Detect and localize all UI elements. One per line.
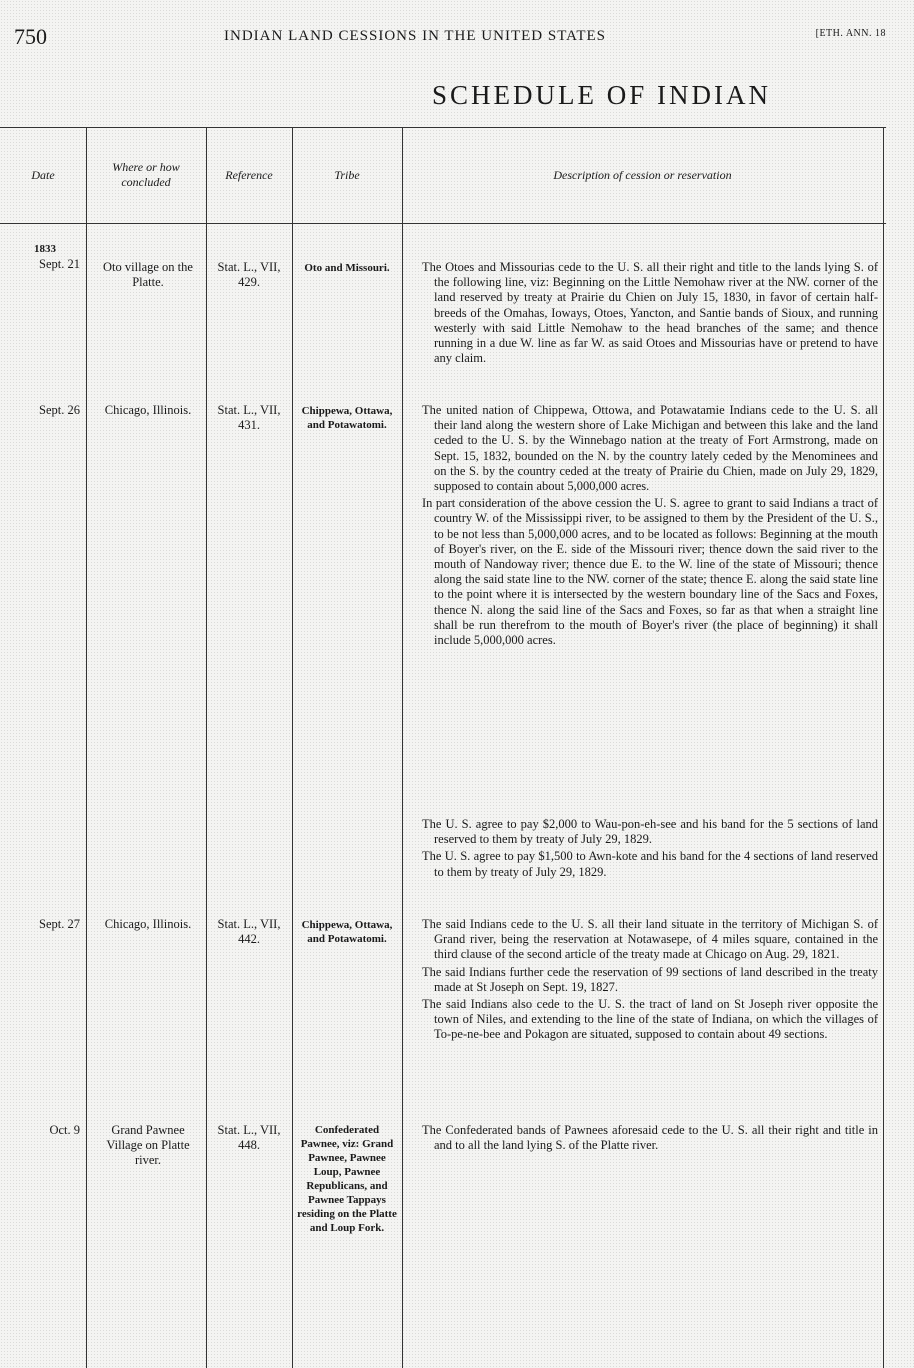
header-bottom-rule <box>0 223 886 224</box>
column-rule <box>206 127 207 1368</box>
table-row-date <box>10 242 80 272</box>
description-paragraph: In part consideration of the above cession the U. S. agree to grant to said Indians a tract of country W. of the Mississippi river, to be assigned to them by the President of the U. S., to be not less than 5,000,000 acres, and to be located as follows: Beginning at the mouth of Boyer's river, on the E. side of the Missouri river; thence down the said river to the mouth of Nandoway river; thence due E. to the W. line of the state of Missouri; thence along the said state line to the NW. corner of the state; thence E. along the said state line to the point where it is intersected by the western boundary line of the Sacs and Foxes, thence N. along the said line of the Sacs and Foxes, so far as that when a straight line shall be run therefrom to the mouth of Boyer's river (the place of beginning) it shall include 5,000,000 acres. <box>422 496 878 648</box>
row-description <box>422 403 878 650</box>
header-reference: Reference <box>225 167 273 182</box>
row-where: Chicago, Illinois. <box>104 403 192 417</box>
header-description: Description of cession or reservation <box>553 167 732 182</box>
row-date: Sept. 27 <box>39 917 80 931</box>
row-reference: Stat. L., VII, 442. <box>217 917 281 947</box>
running-title: INDIAN LAND CESSIONS IN THE UNITED STATES <box>224 28 607 44</box>
column-rule <box>402 127 403 1368</box>
description-paragraph: The said Indians further cede the reservation of 99 sections of land described in the treaty made at St Joseph on Sept. 19, 1827. <box>422 964 878 994</box>
row-where: Grand Pawnee Village on Platte river. <box>106 1123 190 1168</box>
row-where: Oto village on the Platte. <box>103 260 193 290</box>
header-where: Where or how concluded <box>112 160 180 189</box>
description-paragraph: The said Indians cede to the U. S. all their land situate in the territory of Michigan S. of Grand river, being the reservation at Notawasepe, of 4 miles square, contained in the third clause of the second article of the treaty made at Chicago on Aug. 29, 1821. <box>422 917 878 962</box>
row-description <box>422 917 878 1045</box>
description-paragraph: The Otoes and Missourias cede to the U. S. all their right and title to the lands lying S. of the following line, viz: Beginning on the Little Nemohaw river at the NW. corner of the land reserved by treaty at Prairie du Chien on July 15, 1830, in favor of certain half-breeds of the Omahas, Ioways, Otoes, Yancton, and Santie bands of Sioux, and running westerly with said Little Nemohaw to the head branches of the same; and thence running in a due W. line as far W. as said Otoes and Missourias have or pretend to have any claim. <box>422 260 878 366</box>
row-tribe: Oto and Missouri. <box>304 262 390 274</box>
description-paragraph: The U. S. agree to pay $2,000 to Wau-pon-eh-see and his band for the 5 sections of land reserved to them by treaty of July 29, 1829. <box>422 817 878 847</box>
description-paragraph: The Confederated bands of Pawnees aforesaid cede to the U. S. all their right and title in and to all the land lying S. of the Platte river. <box>422 1123 878 1153</box>
row-where: Chicago, Illinois. <box>104 917 192 931</box>
description-paragraph: The U. S. agree to pay $1,500 to Awn-kote and his band for the 4 sections of land reserved to them by treaty of July 29, 1829. <box>422 849 878 879</box>
header-tribe: Tribe <box>334 167 360 182</box>
row-tribe: Confederated Pawnee, viz: Grand Pawnee, Pawnee Loup, Pawnee Republicans, and Pawnee Tappays residing on the Platte and Loup Fork. <box>297 1124 397 1234</box>
description-paragraph: The said Indians also cede to the U. S. the tract of land on St Joseph river opposite the town of Niles, and extending to the line of the state of Indiana, on which the villages of To-pe-ne-bee and Pokagon are situated, supposed to contain about 49 sections. <box>422 997 878 1042</box>
row-description <box>422 260 878 368</box>
row-tribe: Chippewa, Ottawa, and Potawatomi. <box>301 405 393 431</box>
row-date: Oct. 9 <box>49 1123 80 1137</box>
row-reference: Stat. L., VII, 429. <box>217 260 281 290</box>
page-number: 750 <box>14 24 47 49</box>
column-rule <box>292 127 293 1368</box>
header-date: Date <box>31 167 55 182</box>
row-reference: Stat. L., VII, 448. <box>217 1123 281 1153</box>
column-rule <box>86 127 87 1368</box>
column-rule <box>883 127 884 1368</box>
row-year: 1833 <box>34 243 56 255</box>
row-tribe: Chippewa, Ottawa, and Potawatomi. <box>301 919 393 945</box>
row-date: Sept. 26 <box>39 403 80 417</box>
row-description-continued <box>422 817 878 882</box>
running-right: [ETH. ANN. 18 <box>815 28 886 39</box>
row-reference: Stat. L., VII, 431. <box>217 403 281 433</box>
row-description <box>422 1123 878 1155</box>
schedule-title: SCHEDULE OF INDIAN <box>432 80 771 110</box>
description-paragraph: The united nation of Chippewa, Ottowa, and Potawatamie Indians cede to the U. S. all their land along the western shore of Lake Michigan and between this lake and the land ceded to the U. S. by the Winnebago nation at the treaty of Fort Armstrong, made on Sept. 15, 1832, bounded on the N. by the country lately ceded by the Menominees and on the S. by the country ceded at the treaty of Prairie du Chien, made on July 29, 1829, supposed to contain about 5,000,000 acres. <box>422 403 878 494</box>
row-date: Sept. 21 <box>39 257 80 272</box>
schedule-table <box>0 127 886 1368</box>
running-head <box>14 22 886 52</box>
